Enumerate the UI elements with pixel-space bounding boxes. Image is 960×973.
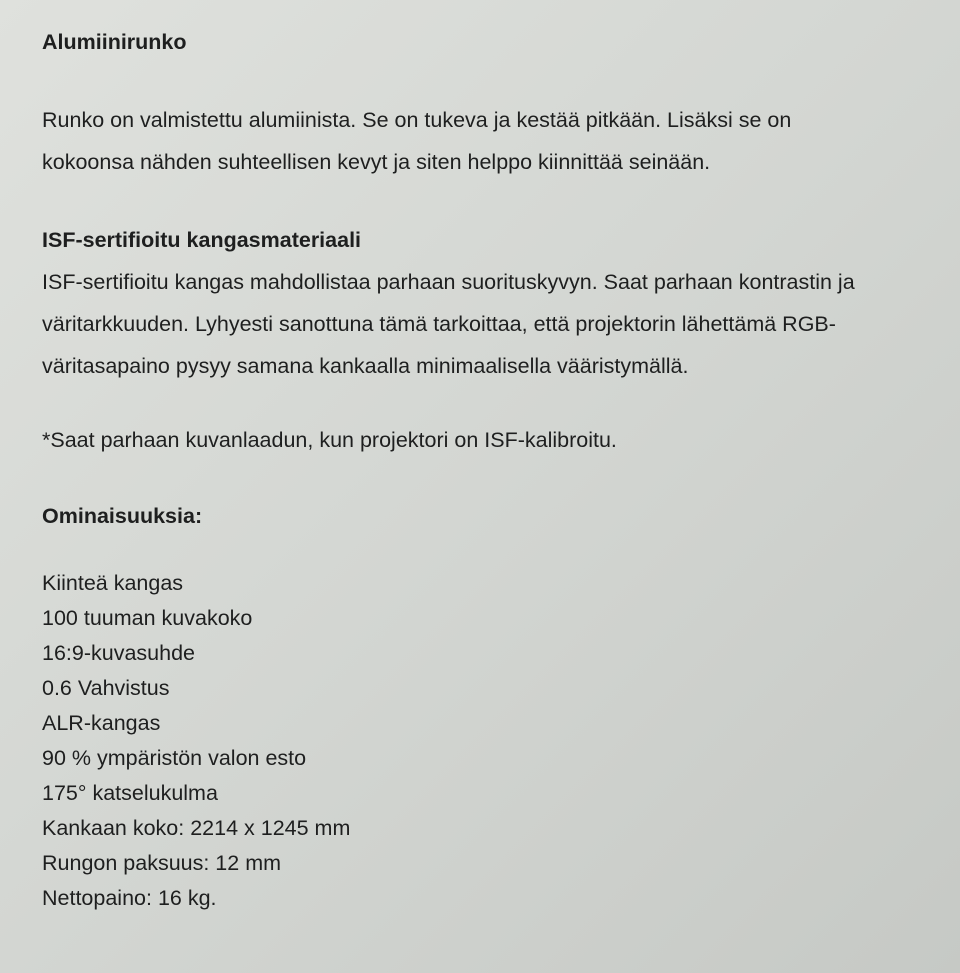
paragraph-line: väritarkkuuden. Lyhyesti sanottuna tämä tarkoittaa, että projektorin lähettämä RGB- — [42, 312, 836, 336]
list-item: 0.6 Vahvistus — [42, 676, 170, 700]
isf-paragraph — [42, 261, 855, 387]
isf-note: *Saat parhaan kuvanlaadun, kun projektori on ISF-kalibroitu. — [42, 428, 617, 452]
heading-isf-fabric: ISF-sertifioitu kangasmateriaali — [42, 228, 362, 252]
list-item: Kiinteä kangas — [42, 571, 184, 595]
paragraph-line: kokoonsa nähden suhteellisen kevyt ja siten helppo kiinnittää seinään. — [42, 150, 711, 174]
paragraph-line: ISF-sertifioitu kangas mahdollistaa parhaan suorituskyvyn. Saat parhaan kontrastin ja — [42, 270, 855, 294]
paragraph-line: Runko on valmistettu alumiinista. Se on tukeva ja kestää pitkään. Lisäksi se on — [42, 108, 792, 132]
list-item: 90 % ympäristön valon esto — [42, 746, 307, 770]
list-item: 175° katselukulma — [42, 781, 218, 805]
list-item: Nettopaino: 16 kg. — [42, 886, 217, 910]
list-item: Kankaan koko: 2214 x 1245 mm — [42, 816, 351, 840]
heading-frame: Alumiinirunko — [42, 30, 187, 54]
paragraph-line: väritasapaino pysyy samana kankaalla minimaalisella vääristymällä. — [42, 354, 689, 378]
heading-features: Ominaisuuksia: — [42, 504, 203, 528]
frame-paragraph — [42, 99, 791, 183]
features-list — [42, 566, 350, 916]
list-item: Rungon paksuus: 12 mm — [42, 851, 282, 875]
list-item: ALR-kangas — [42, 711, 161, 735]
list-item: 100 tuuman kuvakoko — [42, 606, 253, 630]
list-item: 16:9-kuvasuhde — [42, 641, 195, 665]
